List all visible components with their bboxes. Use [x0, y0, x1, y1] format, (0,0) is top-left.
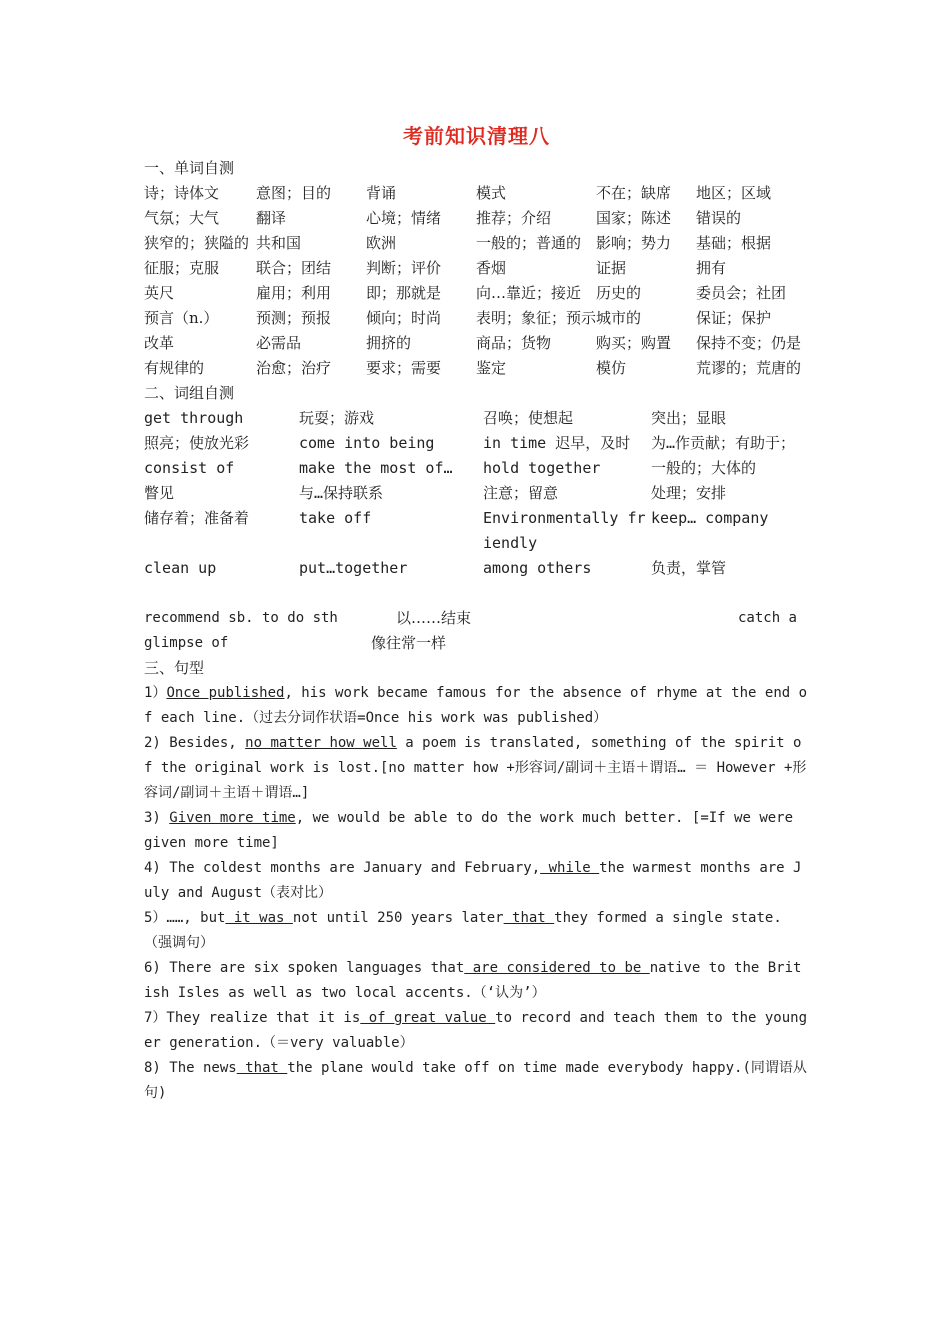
- phrase-cell: 为…作贡献；有助于；: [651, 434, 796, 452]
- word-cell: 预言（n.）: [144, 309, 219, 327]
- phrase-cell: 注意；留意: [483, 484, 559, 502]
- section-heading-words: 一、单词自测: [144, 159, 235, 177]
- phrase-cell: consist of: [144, 459, 235, 477]
- word-cell: 心境；情绪: [366, 209, 442, 227]
- sentence-answer-blank: that: [236, 1060, 288, 1076]
- word-cell: 必需品: [256, 334, 302, 352]
- word-cell: 意图；目的: [256, 184, 332, 202]
- sentence-text: a poem is translated, something of the spirit of the original work is lost.[no matter how +形容词/副词＋主语＋谓语… ＝ However +形容词/副词＋主语＋谓语…]: [144, 735, 807, 801]
- sentence-text: the plane would take off on time made everybody happy.(同谓语从句): [144, 1060, 807, 1101]
- sentence-answer-blank: that: [503, 910, 555, 926]
- word-cell: 地区；区域: [696, 184, 772, 202]
- sentence-item: [144, 731, 809, 806]
- phrase-cell: 负责，掌管: [651, 559, 727, 577]
- sentence-answer-blank: Once published: [166, 685, 285, 701]
- phrase-cell: 储存着；准备着: [144, 509, 250, 527]
- phrase-row: [144, 506, 809, 556]
- sentence-item: [144, 806, 809, 856]
- sentence-text: 4) The coldest months are January and February,: [144, 860, 541, 876]
- word-cell: 荒谬的；荒唐的: [696, 359, 802, 377]
- word-cell: 诗；诗体文: [144, 184, 220, 202]
- word-cell: 模式: [476, 184, 507, 202]
- phrase-cell: 处理；安排: [651, 484, 727, 502]
- sentence-text: 5）……, but: [144, 910, 226, 926]
- word-row: [144, 231, 809, 256]
- word-cell: 委员会；社团: [696, 284, 787, 302]
- word-cell: 保证；保护: [696, 309, 772, 327]
- word-cell: 狭窄的；狭隘的: [144, 234, 250, 252]
- word-cell: 背诵: [366, 184, 397, 202]
- word-cell: 翻译: [256, 209, 287, 227]
- phrase-row: [144, 406, 809, 431]
- word-cell: 拥挤的: [366, 334, 412, 352]
- phrase-cell: make the most of…: [299, 459, 453, 477]
- word-row: [144, 206, 809, 231]
- word-cell: 向…靠近；接近: [476, 284, 582, 302]
- sentence-text: 8) The news: [144, 1060, 237, 1076]
- phrase-cell: 照亮；使放光彩: [144, 434, 250, 452]
- document-page: [144, 120, 809, 1106]
- phrase-row: [144, 556, 809, 581]
- word-row: [144, 306, 809, 331]
- word-cell: 城市的: [596, 309, 642, 327]
- word-cell: 联合；团结: [256, 259, 332, 277]
- sentence-item: [144, 956, 809, 1006]
- sentence-text: the warmest months are July and August（表对比）: [144, 860, 802, 901]
- word-cell: 气氛；大气: [144, 209, 220, 227]
- word-row: [144, 331, 809, 356]
- word-cell: 保持不变；仍是: [696, 334, 802, 352]
- sentence-item: [144, 856, 809, 906]
- word-cell: 即；那就是: [366, 284, 442, 302]
- sentence-item: [144, 1006, 809, 1056]
- word-cell: 模仿: [596, 359, 627, 377]
- word-cell: 商品；货物: [476, 334, 552, 352]
- sentence-text: not until 250 years later: [292, 910, 504, 926]
- sentence-text: to record and teach them to the younger generation.（＝very valuable）: [144, 1010, 808, 1051]
- phrase-cell: hold together: [483, 459, 601, 477]
- sentence-text: , we would be able to do the work much better. [=If we were given more time]: [144, 810, 794, 851]
- word-cell: 错误的: [696, 209, 742, 227]
- word-cell: 历史的: [596, 284, 642, 302]
- phrase-table: [144, 406, 809, 581]
- page-title: 考前知识清理八: [403, 124, 550, 148]
- word-cell: 证据: [596, 259, 627, 277]
- phrase-extra-item: 像往常一样: [371, 634, 447, 652]
- word-cell: 鉴定: [476, 359, 507, 377]
- word-row: [144, 256, 809, 281]
- sentence-answer-blank: of great value: [360, 1010, 496, 1026]
- sentence-text: 2) Besides,: [144, 735, 246, 751]
- phrase-cell: 突出；显眼: [651, 409, 727, 427]
- phrase-cell: take off: [299, 509, 372, 527]
- sentence-answer-blank: are considered to be: [464, 960, 650, 976]
- word-cell: 一般的；普通的: [476, 234, 582, 252]
- phrase-cell: 一般的；大体的: [651, 459, 757, 477]
- phrase-cell: come into being: [299, 434, 435, 452]
- word-cell: 欧洲: [366, 234, 397, 252]
- phrase-extra-item: glimpse of: [144, 635, 229, 651]
- sentence-answer-blank: while: [540, 860, 600, 876]
- phrase-row: [144, 481, 809, 506]
- spacer: [144, 581, 809, 606]
- sentence-item: [144, 906, 809, 956]
- phrase-cell: get through: [144, 409, 244, 427]
- word-cell: 国家；陈述: [596, 209, 672, 227]
- sentence-answer-blank: it was: [225, 910, 293, 926]
- phrase-row: [144, 431, 809, 456]
- sentence-item: [144, 1056, 809, 1106]
- word-cell: 改革: [144, 334, 175, 352]
- sentence-answer-blank: no matter how well: [245, 735, 397, 751]
- phrase-cell: keep… company: [651, 509, 769, 527]
- word-cell: 英尺: [144, 284, 175, 302]
- word-row: [144, 181, 809, 206]
- phrase-cell: 与…保持联系: [299, 484, 384, 502]
- section-heading-phrases: 二、词组自测: [144, 384, 235, 402]
- word-row: [144, 356, 809, 381]
- phrase-row: [144, 456, 809, 481]
- word-cell: 影响；势力: [596, 234, 672, 252]
- phrase-extra-item: catch a: [737, 610, 797, 626]
- word-cell: 基础；根据: [696, 234, 772, 252]
- word-cell: 判断；评价: [366, 259, 442, 277]
- sentence-text: , his work became famous for the absence of rhyme at the end of each line.（过去分词作状语=Once his work was published）: [144, 685, 808, 726]
- sentence-text: 3): [144, 810, 170, 826]
- word-cell: 倾向；时尚: [366, 309, 442, 327]
- sentence-text: 1）: [144, 685, 167, 701]
- word-cell: 推荐；介绍: [476, 209, 552, 227]
- word-cell: 雇用；利用: [256, 284, 332, 302]
- phrase-extra-block: [144, 606, 809, 656]
- phrase-cell: clean up: [144, 559, 217, 577]
- phrase-cell: Environmentally friendly: [483, 509, 646, 552]
- phrase-cell: put…together: [299, 559, 408, 577]
- sentence-item: [144, 681, 809, 731]
- word-row: [144, 281, 809, 306]
- phrase-cell: in time 迟早，及时: [483, 434, 631, 452]
- sentence-text: they formed a single state.（强调句）: [144, 910, 782, 951]
- phrase-cell: among others: [483, 559, 592, 577]
- word-cell: 要求；需要: [366, 359, 442, 377]
- phrase-extra-item: 以……结束: [396, 609, 472, 627]
- word-cell: 征服；克服: [144, 259, 220, 277]
- word-cell: 拥有: [696, 259, 727, 277]
- word-cell: 共和国: [256, 234, 302, 252]
- word-cell: 治愈；治疗: [256, 359, 332, 377]
- phrase-cell: 召唤；使想起: [483, 409, 574, 427]
- phrase-cell: 瞥见: [144, 484, 175, 502]
- word-cell: 香烟: [476, 259, 507, 277]
- sentence-text: 6) There are six spoken languages that: [144, 960, 465, 976]
- word-cell: 表明；象征；预示: [476, 309, 597, 327]
- word-cell: 不在；缺席: [596, 184, 672, 202]
- phrase-cell: 玩耍；游戏: [299, 409, 375, 427]
- sentence-list: [144, 681, 809, 1106]
- sentence-answer-blank: Given more time: [169, 810, 296, 826]
- section-heading-sentences: 三、句型: [144, 659, 205, 677]
- sentence-text: 7）They realize that it is: [144, 1010, 361, 1026]
- word-cell: 有规律的: [144, 359, 205, 377]
- word-cell: 购买；购置: [596, 334, 672, 352]
- word-cell: 预测；预报: [256, 309, 332, 327]
- phrase-extra-item: recommend sb. to do sth: [144, 610, 338, 626]
- sentence-text: native to the British Isles as well as two local accents.（‘认为’）: [144, 960, 802, 1001]
- word-table: [144, 181, 809, 381]
